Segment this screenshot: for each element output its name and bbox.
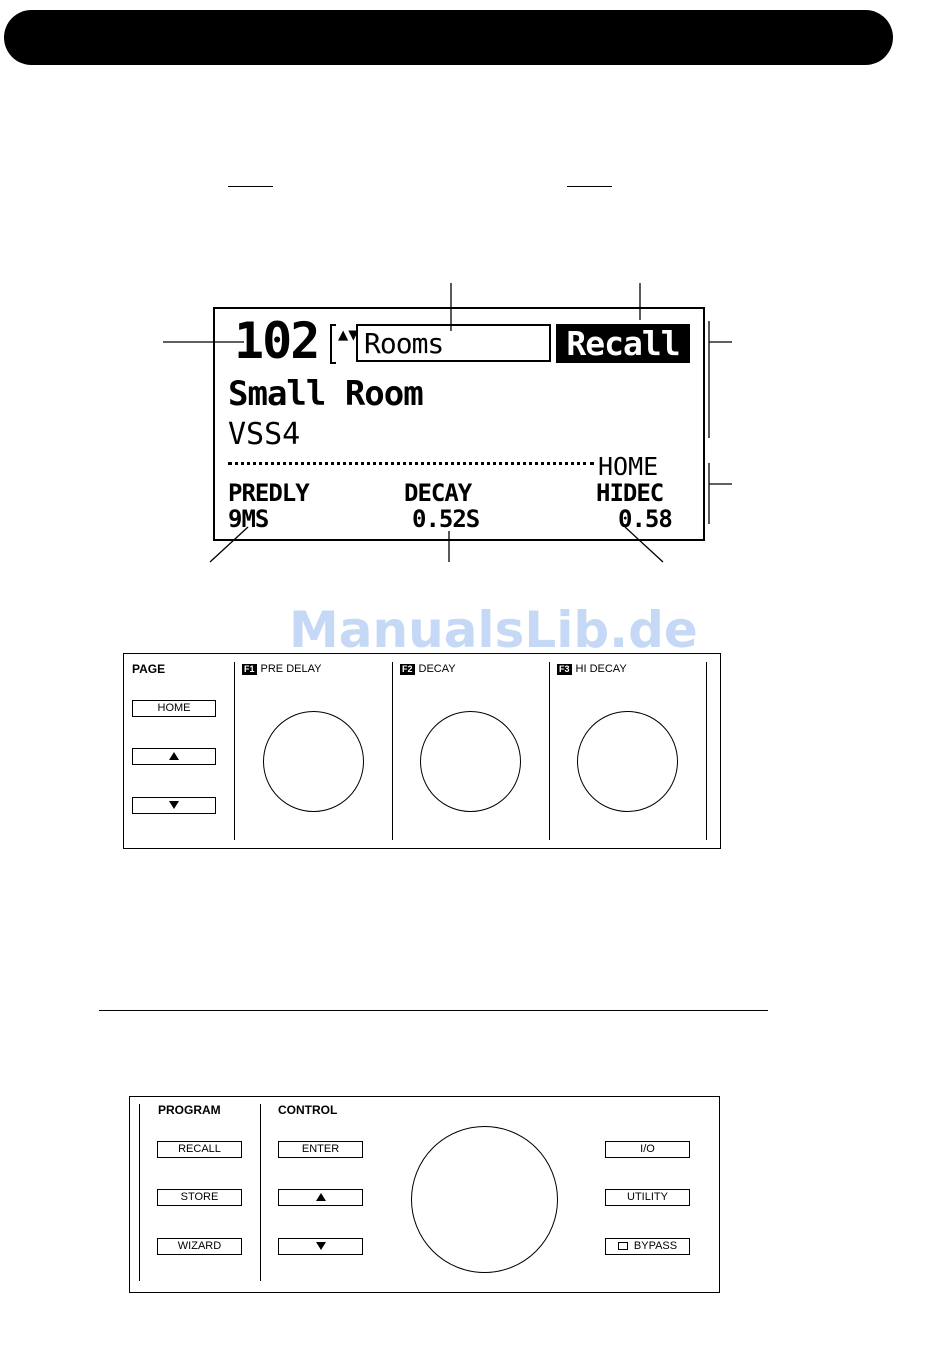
bank-name: Rooms [364,327,444,360]
panel-divider [260,1104,261,1281]
page-down-button[interactable] [132,797,216,814]
page-label: HOME [598,452,659,481]
bypass-led-icon [618,1242,628,1250]
f3-knob[interactable] [577,711,678,812]
watermark: ManualsLib.de [289,601,698,659]
control-knob[interactable] [411,1126,558,1273]
store-button-label: STORE [180,1191,219,1203]
f2-label [400,663,456,675]
enter-button[interactable] [278,1141,363,1158]
f1-label [242,663,321,675]
callout-param-1 [210,527,248,562]
f1-knob[interactable] [263,711,364,812]
param-name-1: PREDLY [228,479,309,507]
param-value-2: 0.52S [412,505,480,533]
program-section-title: PROGRAM [158,1103,221,1117]
algorithm-name: VSS4 [228,417,301,452]
program-name: Small Room [228,374,423,414]
callout-param-3 [625,527,663,562]
param-value-3: 0.58 [618,505,672,533]
panel-divider [234,662,235,840]
f3-badge: F3 [559,664,570,674]
page-panel-title: PAGE [132,662,166,676]
recall-button[interactable] [157,1141,242,1158]
param-name-3: HIDEC [596,479,664,507]
panel-divider [139,1104,140,1281]
f2-knob[interactable] [420,711,521,812]
utility-button[interactable] [605,1189,690,1206]
program-number: 102 [234,312,319,370]
f1-badge: F1 [244,664,255,674]
bypass-button[interactable] [605,1238,690,1255]
utility-button-label: UTILITY [627,1191,668,1203]
panel-divider [706,662,707,840]
f3-label [557,663,627,675]
param-name-2: DECAY [404,479,472,507]
f3-label-text: HI DECAY [575,663,627,675]
control-section-title: CONTROL [278,1103,338,1117]
control-up-button[interactable] [278,1189,363,1206]
f2-badge: F2 [402,664,413,674]
f2-label-text: DECAY [418,663,456,675]
panel-divider [392,662,393,840]
page-up-button[interactable] [132,748,216,765]
arrow-down-icon [169,801,179,809]
wizard-button-label: WIZARD [177,1240,222,1252]
home-button[interactable] [132,700,216,717]
io-button[interactable] [605,1141,690,1158]
recall-button-label: RECALL [178,1143,221,1155]
io-button-label: I/O [640,1143,655,1155]
bank-arrows-icon: ▲▼ [338,325,359,345]
section-divider [99,1010,768,1011]
panel-divider [549,662,550,840]
wizard-button[interactable] [157,1238,242,1255]
mode-badge: Recall [556,324,690,363]
arrow-down-icon [316,1242,326,1250]
store-button[interactable] [157,1189,242,1206]
bypass-button-label: BYPASS [633,1240,678,1252]
param-value-1: 9MS [228,505,269,533]
home-button-label: HOME [157,702,191,714]
enter-button-label: ENTER [301,1143,340,1155]
control-down-button[interactable] [278,1238,363,1255]
callout-lines [0,0,950,620]
f1-label-text: PRE DELAY [260,663,322,675]
arrow-up-icon [169,752,179,760]
arrow-up-icon [316,1193,326,1201]
